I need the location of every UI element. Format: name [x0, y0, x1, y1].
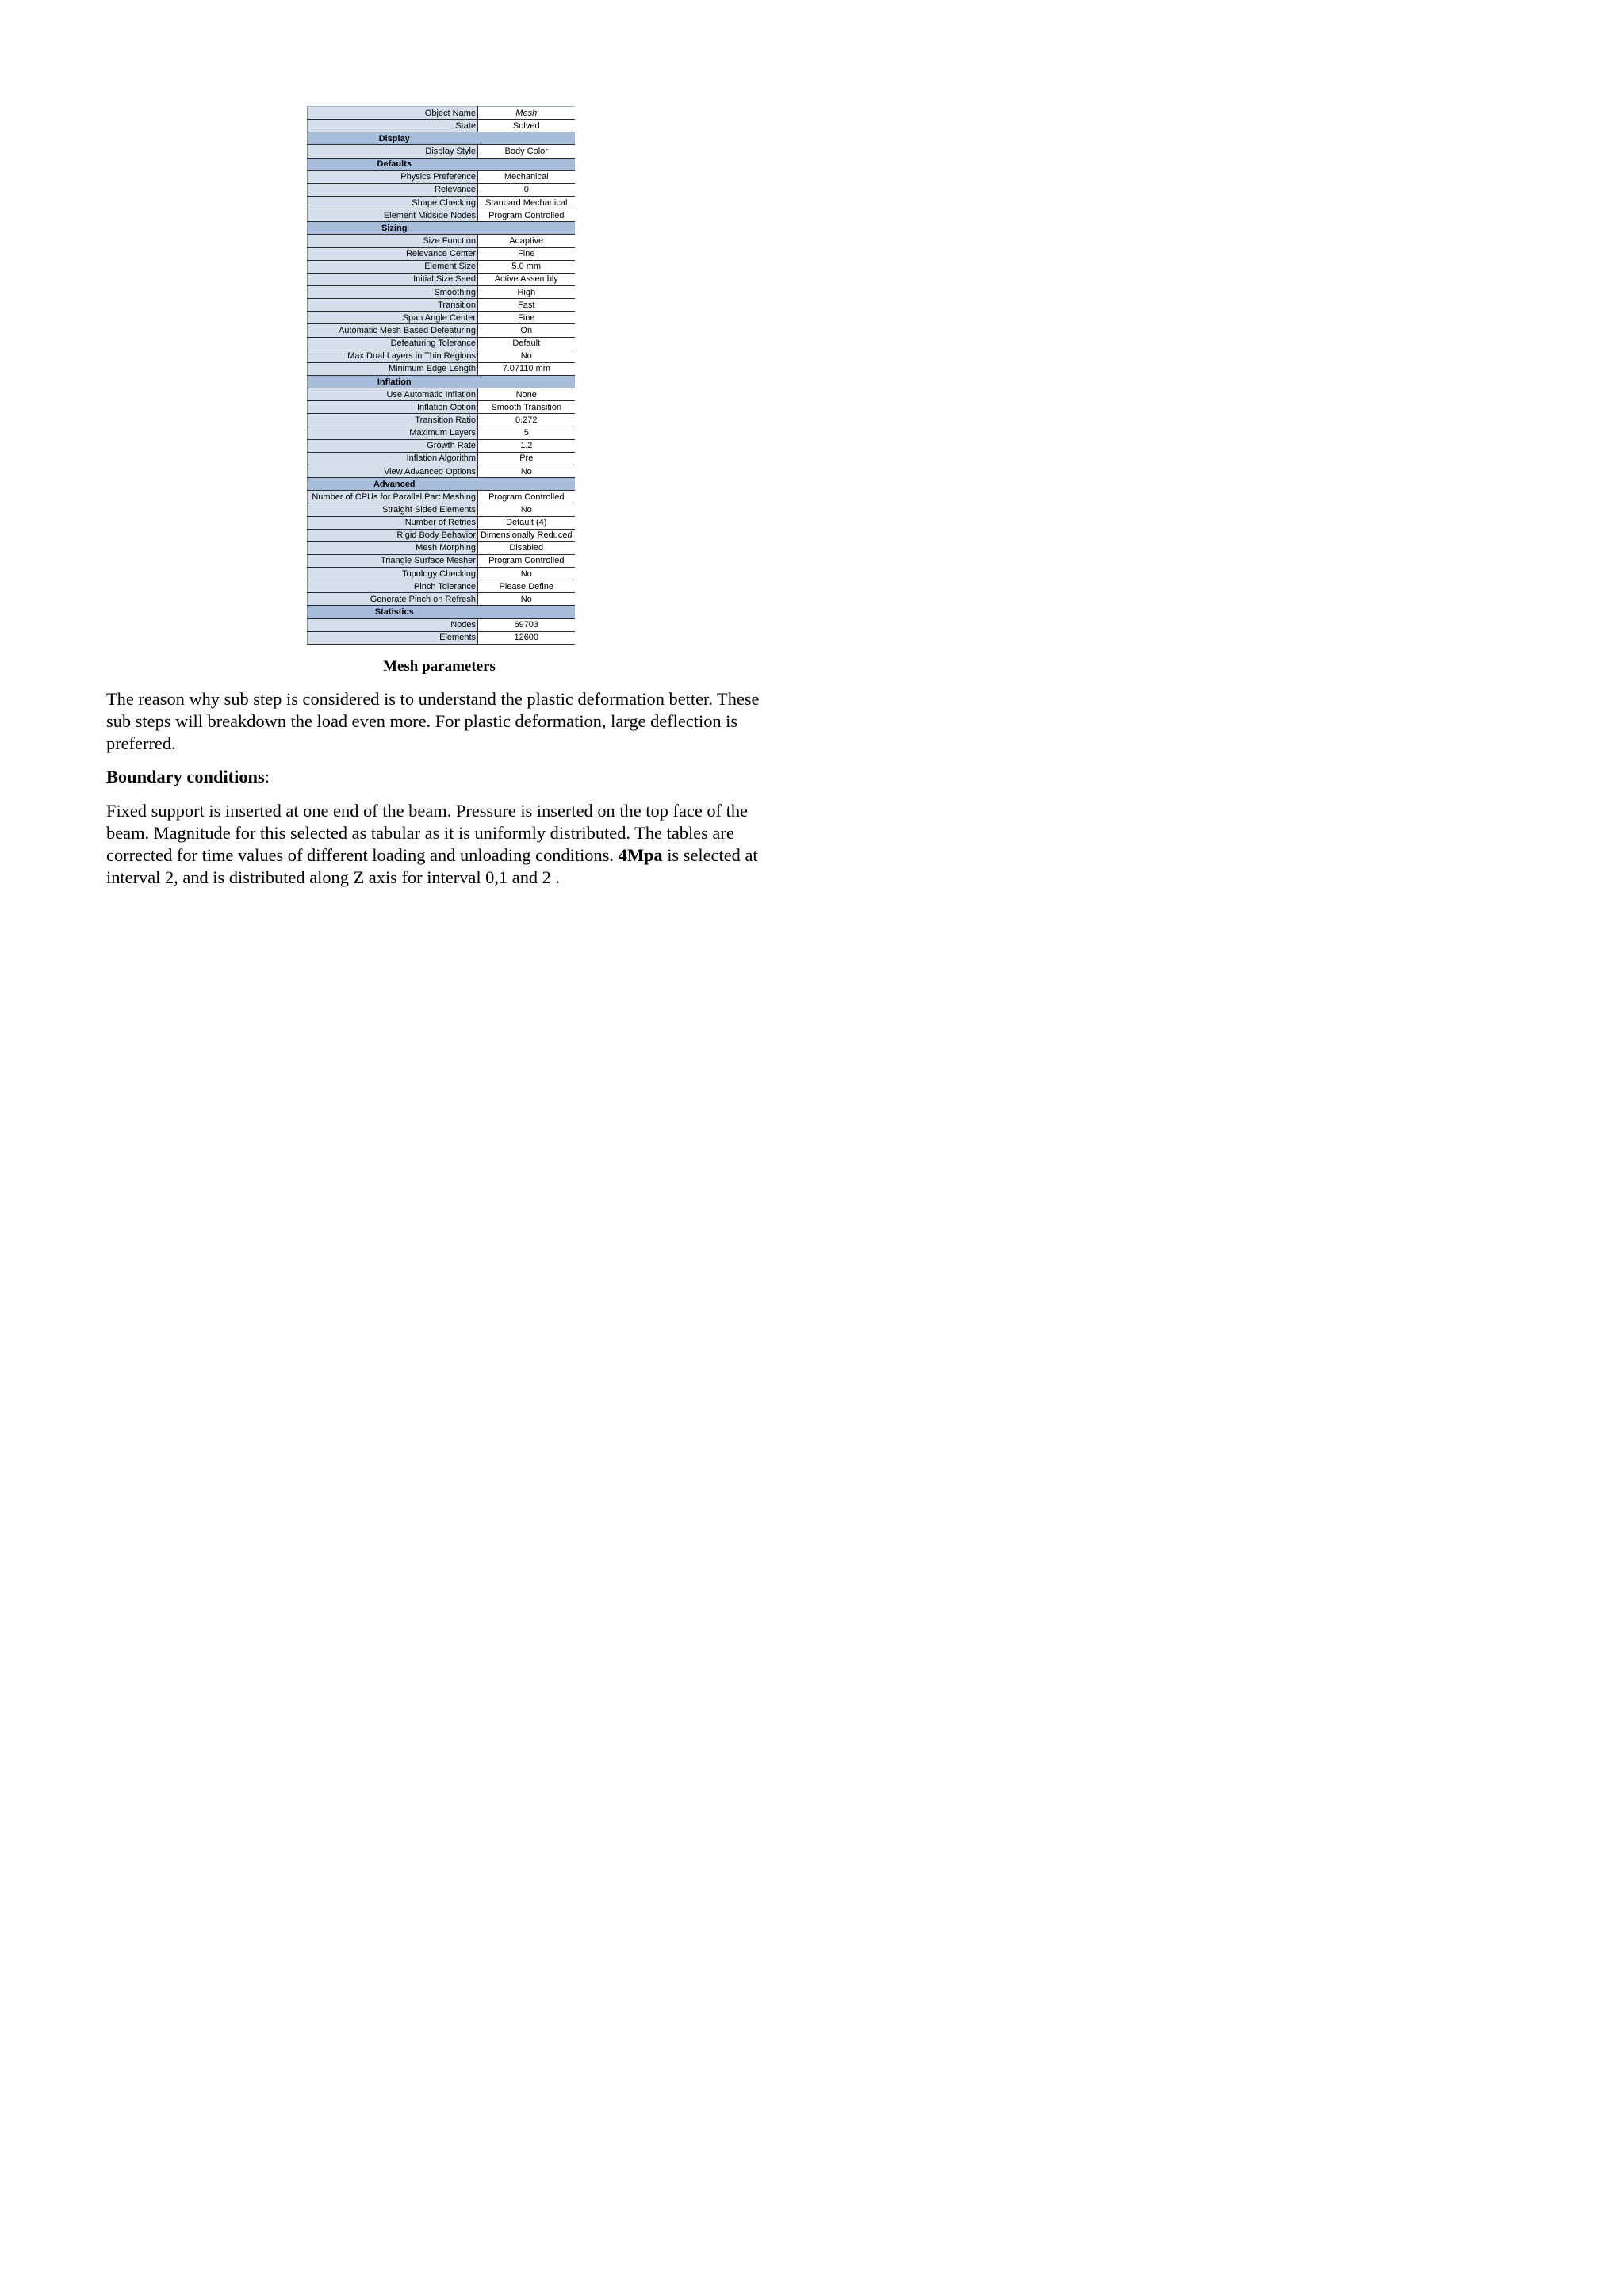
- property-label: Number of CPUs for Parallel Part Meshing: [308, 491, 478, 503]
- section-title: Sizing: [308, 222, 575, 235]
- property-label: Size Function: [308, 235, 478, 247]
- table-row: [308, 414, 575, 427]
- figure-caption: Mesh parameters: [383, 658, 496, 675]
- table-section-header: [308, 158, 575, 170]
- table-row: [308, 452, 575, 465]
- table-section-header: [308, 606, 575, 618]
- property-label: Growth Rate: [308, 439, 478, 452]
- property-label: Defeaturing Tolerance: [308, 337, 478, 350]
- property-value: Smooth Transition: [478, 401, 575, 414]
- property-value: Pre: [478, 452, 575, 465]
- paragraph-substeps: The reason why sub step is considered is to understand the plastic deformation better. These sub steps will breakdown the load even more. For plastic deformation, large deflection is preferred.: [106, 689, 760, 753]
- property-label: Relevance Center: [308, 247, 478, 260]
- property-label: Rigid Body Behavior: [308, 529, 478, 541]
- table-row: [308, 312, 575, 324]
- property-value: 5: [478, 427, 575, 439]
- property-value: None: [478, 388, 575, 401]
- paragraph-boundary-conditions: [106, 800, 780, 889]
- document-page: [0, 0, 879, 1242]
- table-row: [308, 593, 575, 606]
- property-label: Triangle Surface Mesher: [308, 554, 478, 567]
- property-value: Solved: [478, 120, 575, 132]
- property-value: No: [478, 593, 575, 606]
- property-value: 7.07110 mm: [478, 362, 575, 375]
- property-value: Program Controlled: [478, 554, 575, 567]
- boundary-conditions-heading: [106, 766, 780, 788]
- table-row: [308, 145, 575, 158]
- table-section-header: [308, 132, 575, 145]
- property-label: Automatic Mesh Based Defeaturing: [308, 324, 478, 337]
- table-row: [308, 427, 575, 439]
- table-row: [308, 541, 575, 554]
- property-value: No: [478, 350, 575, 362]
- property-value: Standard Mechanical: [478, 196, 575, 209]
- pressure-value: 4Mpa: [618, 845, 663, 865]
- mesh-table-body: [308, 107, 575, 645]
- table-row: [308, 337, 575, 350]
- table-section-header: [308, 222, 575, 235]
- property-value: No: [478, 568, 575, 580]
- property-value: Body Color: [478, 145, 575, 158]
- property-label: Relevance: [308, 183, 478, 196]
- table-row: [308, 350, 575, 362]
- table-row: [308, 554, 575, 567]
- property-label: Inflation Option: [308, 401, 478, 414]
- table-row: [308, 491, 575, 503]
- property-label: Element Size: [308, 260, 478, 273]
- property-value: Active Assembly: [478, 273, 575, 285]
- table-row: [308, 183, 575, 196]
- property-value: Program Controlled: [478, 209, 575, 222]
- property-label: Max Dual Layers in Thin Regions: [308, 350, 478, 362]
- table-section-header: [308, 375, 575, 388]
- property-value: Default (4): [478, 516, 575, 529]
- table-row: [308, 285, 575, 298]
- table-row: [308, 299, 575, 312]
- table-row: [308, 273, 575, 285]
- table-row: [308, 568, 575, 580]
- property-label: View Advanced Options: [308, 465, 478, 477]
- property-value: Fast: [478, 299, 575, 312]
- table-row: [308, 196, 575, 209]
- section-title: Advanced: [308, 478, 575, 491]
- heading-text: Boundary conditions: [106, 767, 265, 786]
- property-value: No: [478, 465, 575, 477]
- property-value: High: [478, 285, 575, 298]
- table-row: [308, 260, 575, 273]
- section-title: Display: [308, 132, 575, 145]
- table-row: [308, 107, 575, 120]
- table-row: [308, 120, 575, 132]
- property-label: Nodes: [308, 618, 478, 631]
- table-row: [308, 388, 575, 401]
- property-label: Element Midside Nodes: [308, 209, 478, 222]
- property-label: Minimum Edge Length: [308, 362, 478, 375]
- table-row: [308, 618, 575, 631]
- mesh-details-table: [307, 106, 575, 645]
- property-label: Generate Pinch on Refresh: [308, 593, 478, 606]
- property-value: On: [478, 324, 575, 337]
- property-label: Pinch Tolerance: [308, 580, 478, 593]
- property-label: Shape Checking: [308, 196, 478, 209]
- property-label: Maximum Layers: [308, 427, 478, 439]
- table-row: [308, 324, 575, 337]
- property-value: Dimensionally Reduced: [478, 529, 575, 541]
- property-label: Inflation Algorithm: [308, 452, 478, 465]
- property-value: 5.0 mm: [478, 260, 575, 273]
- section-title: Defaults: [308, 158, 575, 170]
- property-value: 1.2: [478, 439, 575, 452]
- property-label: Straight Sided Elements: [308, 503, 478, 516]
- table-row: [308, 362, 575, 375]
- table-row: [308, 465, 575, 477]
- table-row: [308, 516, 575, 529]
- property-label: Span Angle Center: [308, 312, 478, 324]
- table-row: [308, 631, 575, 644]
- property-value: 12600: [478, 631, 575, 644]
- property-value: Mesh: [478, 107, 575, 120]
- section-title: Inflation: [308, 375, 575, 388]
- property-label: Transition: [308, 299, 478, 312]
- property-value: 69703: [478, 618, 575, 631]
- table-row: [308, 401, 575, 414]
- property-value: No: [478, 503, 575, 516]
- paragraph-text-start: Fixed support is inserted at one end of the beam. Pressure is inserted on the top face of the beam. Magnitude for this selected as tabular as it is uniformly distributed. The tables are corrected for time values of different loading and unloading conditions.: [106, 801, 748, 865]
- property-value: Mechanical: [478, 170, 575, 183]
- property-label: Object Name: [308, 107, 478, 120]
- property-value: 0: [478, 183, 575, 196]
- property-value: Disabled: [478, 541, 575, 554]
- property-label: Number of Retries: [308, 516, 478, 529]
- property-value: Adaptive: [478, 235, 575, 247]
- property-label: Smoothing: [308, 285, 478, 298]
- property-value: Please Define: [478, 580, 575, 593]
- table-row: [308, 235, 575, 247]
- property-label: Transition Ratio: [308, 414, 478, 427]
- property-label: Display Style: [308, 145, 478, 158]
- property-label: Topology Checking: [308, 568, 478, 580]
- table-row: [308, 503, 575, 516]
- table-section-header: [308, 478, 575, 491]
- property-value: Program Controlled: [478, 491, 575, 503]
- table-row: [308, 529, 575, 541]
- paragraph-text-end: is selected at interval 2, and is distributed along Z axis for interval 0,1 and 2 .: [106, 845, 758, 887]
- property-label: Use Automatic Inflation: [308, 388, 478, 401]
- property-label: Initial Size Seed: [308, 273, 478, 285]
- heading-colon: :: [264, 767, 270, 786]
- property-label: Elements: [308, 631, 478, 644]
- table-row: [308, 580, 575, 593]
- property-label: Physics Preference: [308, 170, 478, 183]
- property-label: State: [308, 120, 478, 132]
- table-row: [308, 247, 575, 260]
- table-row: [308, 439, 575, 452]
- section-title: Statistics: [308, 606, 575, 618]
- property-value: 0.272: [478, 414, 575, 427]
- property-value: Fine: [478, 247, 575, 260]
- property-label: Mesh Morphing: [308, 541, 478, 554]
- property-value: Fine: [478, 312, 575, 324]
- table-row: [308, 170, 575, 183]
- property-value: Default: [478, 337, 575, 350]
- table-row: [308, 209, 575, 222]
